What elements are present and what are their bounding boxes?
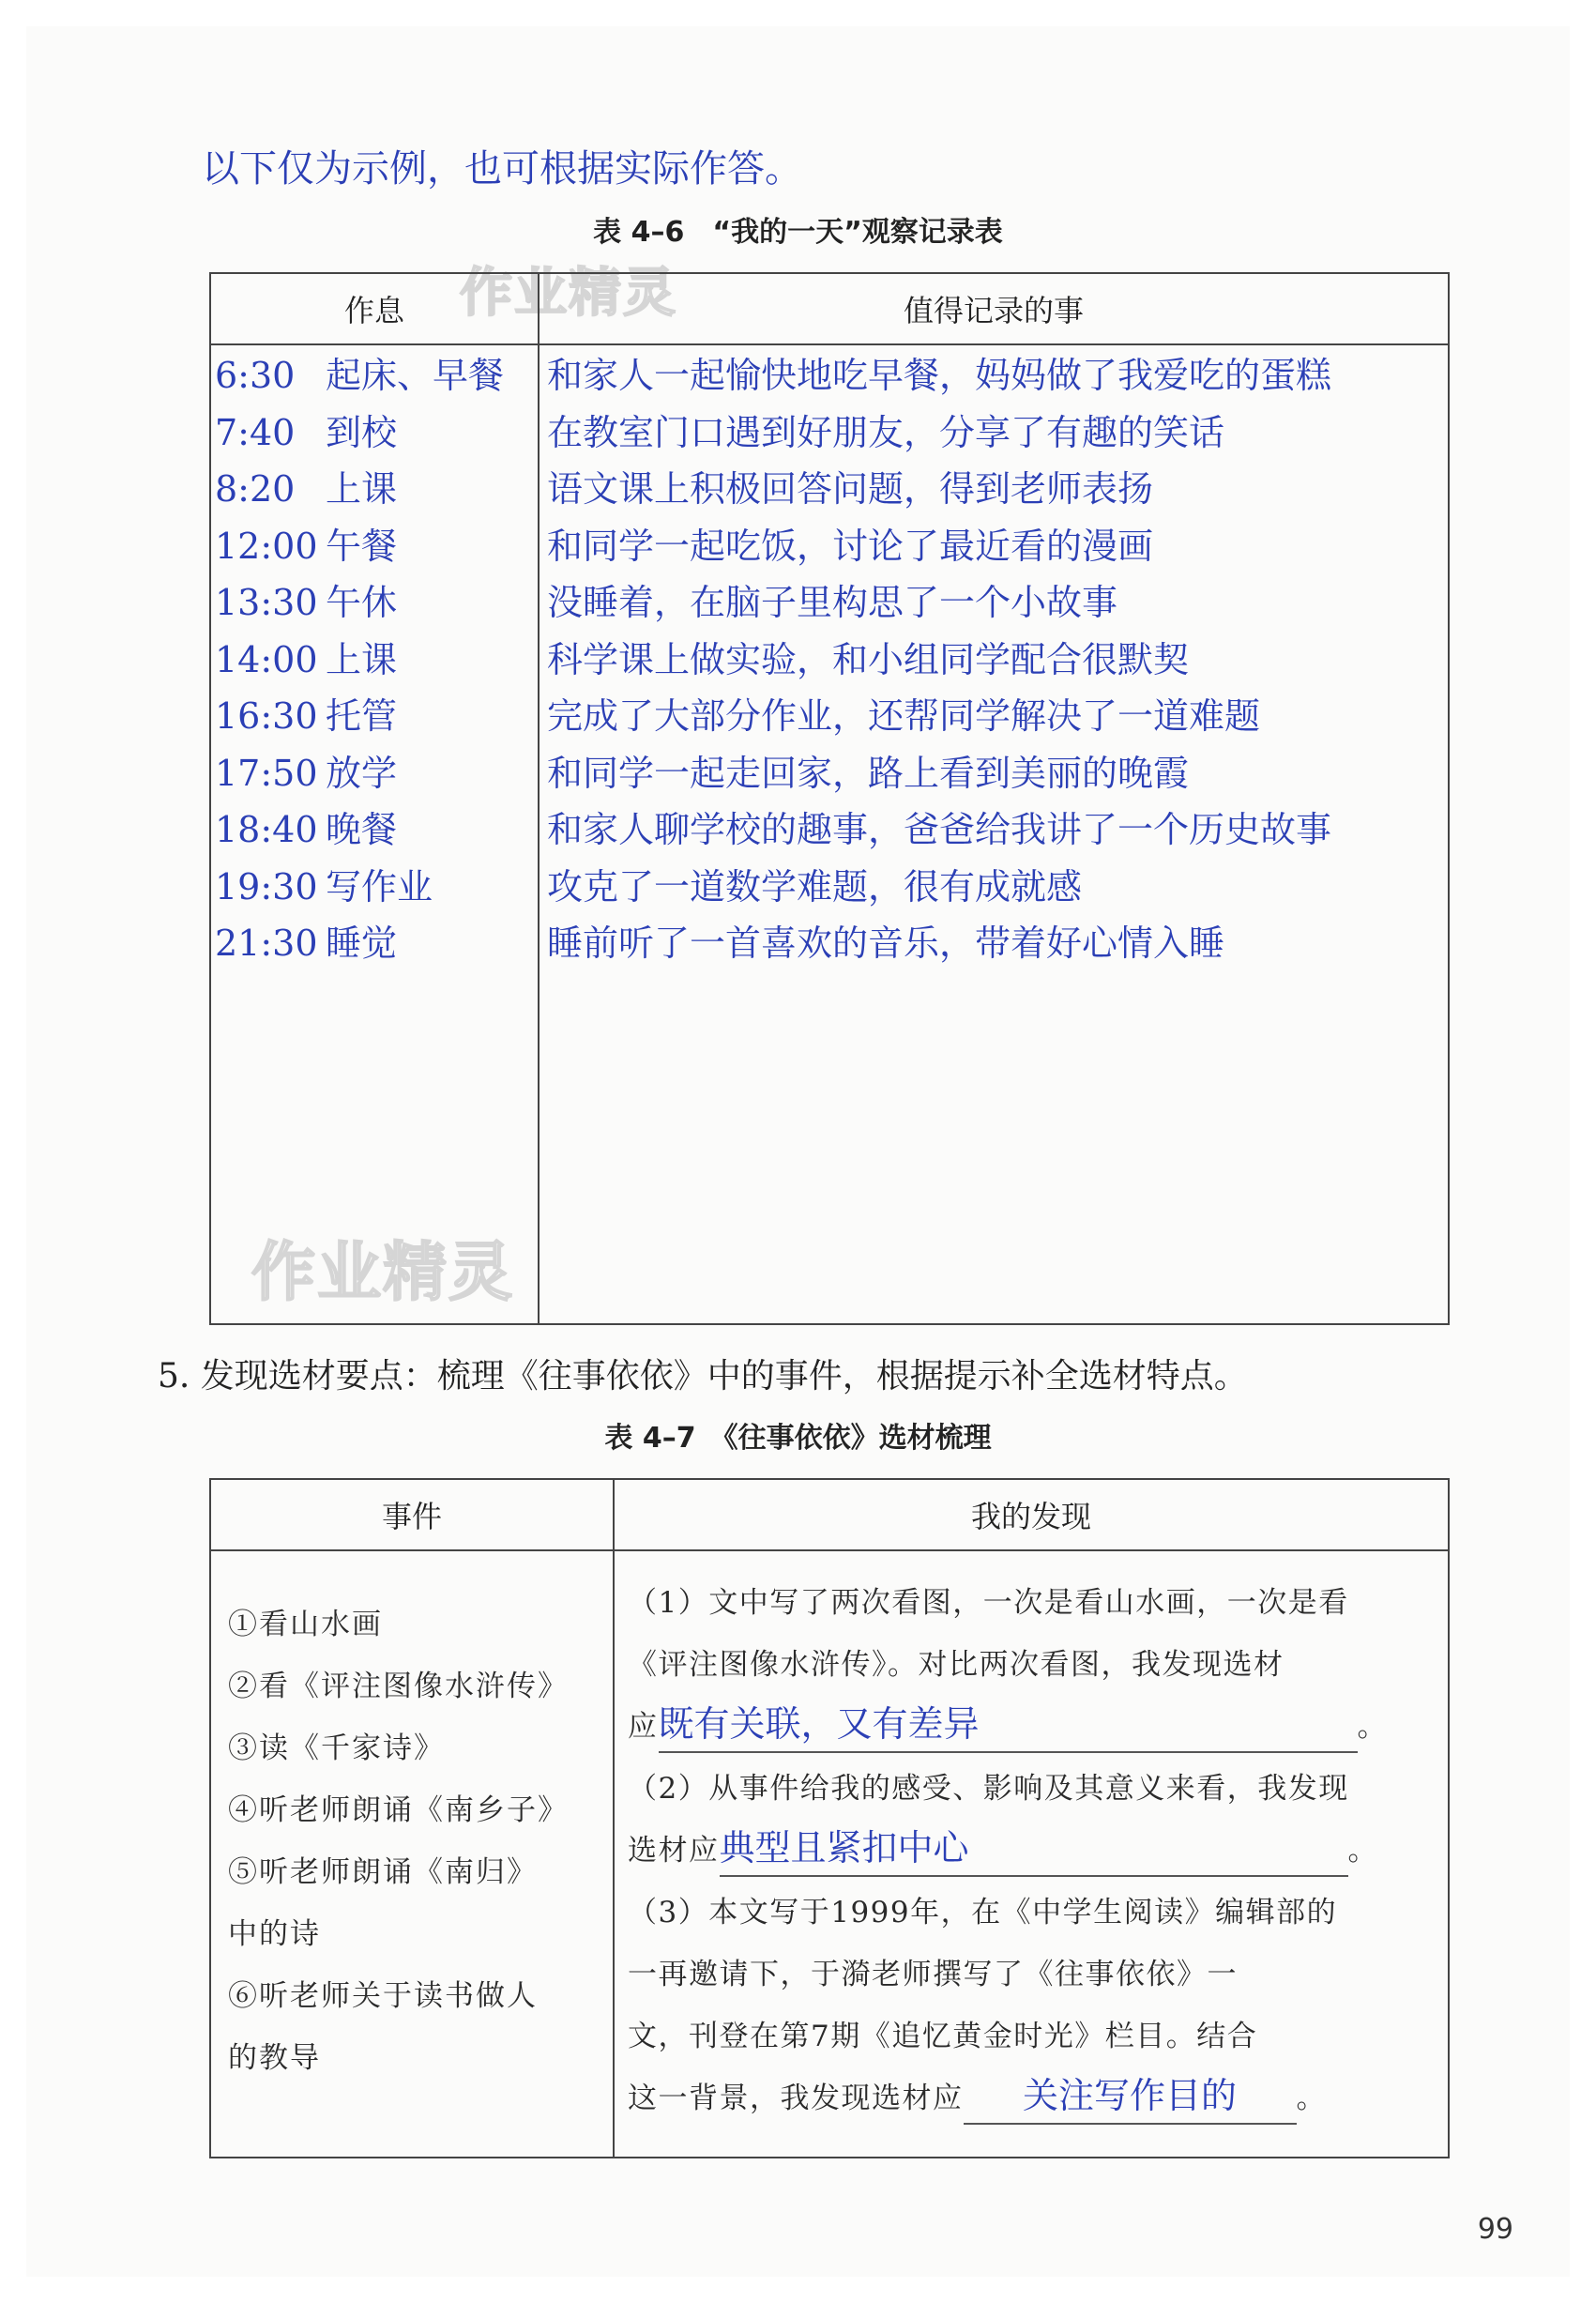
schedule-row bbox=[215, 347, 538, 404]
schedule-activity: 写作业 bbox=[326, 865, 433, 907]
schedule-time: 14:00 bbox=[215, 638, 318, 680]
finding-3-line: （3）本文写于1999年，在《中学生阅读》编辑部的 bbox=[628, 1896, 1338, 1929]
watermark-middle: 作业精灵 bbox=[251, 1236, 515, 1310]
finding-1-answer-line bbox=[628, 1696, 1435, 1758]
event-item: ②看《评注图像水浒传》 bbox=[228, 1670, 569, 1703]
schedule-activity: 午餐 bbox=[326, 525, 398, 567]
watermark-top: 作业精灵 bbox=[460, 263, 677, 324]
schedule-time: 7:40 bbox=[215, 411, 296, 453]
observation-table bbox=[209, 272, 1450, 1325]
schedule-row bbox=[215, 518, 538, 575]
schedule-row bbox=[215, 745, 538, 802]
note-row: 和家人聊学校的趣事，爸爸给我讲了一个历史故事 bbox=[547, 809, 1332, 850]
schedule-row bbox=[215, 574, 538, 632]
schedule-row bbox=[215, 915, 538, 972]
finding-2-prefix: 选材应 bbox=[628, 1834, 720, 1868]
note-row: 睡前听了一首喜欢的音乐，带着好心情入睡 bbox=[547, 923, 1225, 964]
schedule-row bbox=[215, 801, 538, 859]
schedule-column bbox=[210, 344, 539, 1324]
page-number: 99 bbox=[1477, 2213, 1513, 2246]
events-column bbox=[210, 1550, 614, 2158]
finding-3-blank bbox=[964, 2071, 1297, 2125]
schedule-activity: 午休 bbox=[326, 582, 398, 623]
finding-2-answer: 典型且紧扣中心 bbox=[719, 1827, 969, 1868]
schedule-row bbox=[215, 404, 538, 462]
note-row: 和同学一起吃饭，讨论了最近看的漫画 bbox=[547, 525, 1154, 567]
schedule-time: 17:50 bbox=[215, 752, 318, 794]
schedule-activity: 托管 bbox=[326, 695, 398, 737]
schedule-time: 18:40 bbox=[215, 809, 318, 850]
finding-1-answer: 既有关联，又有差异 bbox=[658, 1703, 980, 1745]
schedule-activity: 睡觉 bbox=[326, 923, 398, 964]
event-item: 的教导 bbox=[228, 2041, 321, 2075]
table1-header-notes: 值得记录的事 bbox=[539, 273, 1449, 344]
schedule-row bbox=[215, 632, 538, 689]
finding-2-answer-line bbox=[628, 1820, 1435, 1882]
period-mark: 。 bbox=[1347, 1834, 1378, 1868]
finding-2-line: （2）从事件给我的感受、影响及其意义来看，我发现 bbox=[628, 1772, 1349, 1806]
note-row: 完成了大部分作业，还帮同学解决了一道难题 bbox=[547, 695, 1261, 737]
material-table bbox=[209, 1478, 1450, 2158]
table1-caption: 表 4–6 “我的一天”观察记录表 bbox=[593, 216, 1003, 249]
finding-2-blank bbox=[720, 1823, 1348, 1877]
schedule-time: 16:30 bbox=[215, 695, 318, 737]
note-row: 在教室门口遇到好朋友，分享了有趣的笑话 bbox=[547, 411, 1225, 453]
finding-3-answer-line bbox=[628, 2067, 1435, 2129]
schedule-activity: 上课 bbox=[326, 468, 398, 510]
note-row: 和同学一起走回家，路上看到美丽的晚霞 bbox=[547, 752, 1190, 794]
schedule-activity: 上课 bbox=[326, 638, 398, 680]
event-item: 中的诗 bbox=[228, 1917, 321, 1951]
schedule-row bbox=[215, 859, 538, 916]
finding-1-prefix: 应 bbox=[628, 1710, 659, 1744]
finding-3-line: 文，刊登在第7期《追忆黄金时光》栏目。结合 bbox=[628, 2020, 1258, 2053]
schedule-time: 6:30 bbox=[215, 355, 296, 396]
event-item: ⑥听老师关于读书做人 bbox=[228, 1979, 538, 2013]
schedule-time: 19:30 bbox=[215, 865, 318, 907]
schedule-row bbox=[215, 688, 538, 745]
table2-caption: 表 4–7 《往事依依》选材梳理 bbox=[604, 1422, 992, 1455]
table2-header-events: 事件 bbox=[210, 1479, 614, 1550]
event-item: ①看山水画 bbox=[228, 1608, 383, 1641]
finding-3-line: 一再邀请下，于漪老师撰写了《往事依依》一 bbox=[628, 1958, 1238, 1991]
period-mark: 。 bbox=[1357, 1710, 1388, 1744]
notes-column bbox=[539, 344, 1449, 1324]
event-item: ④听老师朗诵《南乡子》 bbox=[228, 1793, 569, 1827]
note-row: 和家人一起愉快地吃早餐，妈妈做了我爱吃的蛋糕 bbox=[547, 355, 1332, 396]
note-row: 攻克了一道数学难题，很有成就感 bbox=[547, 865, 1083, 907]
schedule-time: 12:00 bbox=[215, 525, 318, 567]
finding-1-line: （1）文中写了两次看图，一次是看山水画，一次是看 bbox=[628, 1586, 1349, 1620]
intro-note: 以下仅为示例，也可根据实际作答。 bbox=[202, 147, 802, 191]
note-row: 科学课上做实验，和小组同学配合很默契 bbox=[547, 638, 1190, 680]
findings-column bbox=[614, 1550, 1449, 2158]
finding-1-blank bbox=[659, 1700, 1358, 1753]
table2-header-findings: 我的发现 bbox=[614, 1479, 1449, 1550]
schedule-activity: 放学 bbox=[326, 752, 398, 794]
finding-3-answer: 关注写作目的 bbox=[1022, 2075, 1237, 2116]
schedule-time: 13:30 bbox=[215, 582, 318, 623]
note-row: 没睡着，在脑子里构思了一个小故事 bbox=[547, 582, 1118, 623]
schedule-activity: 到校 bbox=[326, 411, 398, 453]
period-mark: 。 bbox=[1296, 2082, 1327, 2115]
schedule-time: 8:20 bbox=[215, 468, 296, 510]
schedule-time: 21:30 bbox=[215, 923, 318, 964]
event-item: ③读《千家诗》 bbox=[228, 1731, 445, 1765]
table1-header-schedule: 作息 bbox=[210, 273, 539, 344]
schedule-activity: 起床、早餐 bbox=[326, 355, 505, 396]
question-5: 5. 发现选材要点：梳理《往事依依》中的事件，根据提示补全选材特点。 bbox=[158, 1357, 1248, 1396]
note-row: 语文课上积极回答问题，得到老师表扬 bbox=[547, 468, 1154, 510]
event-item: ⑤听老师朗诵《南归》 bbox=[228, 1855, 538, 1889]
finding-3-prefix: 这一背景，我发现选材应 bbox=[628, 2082, 964, 2115]
finding-1-line: 《评注图像水浒传》。对比两次看图，我发现选材 bbox=[628, 1648, 1284, 1682]
schedule-activity: 晚餐 bbox=[326, 809, 398, 850]
schedule-row bbox=[215, 461, 538, 518]
